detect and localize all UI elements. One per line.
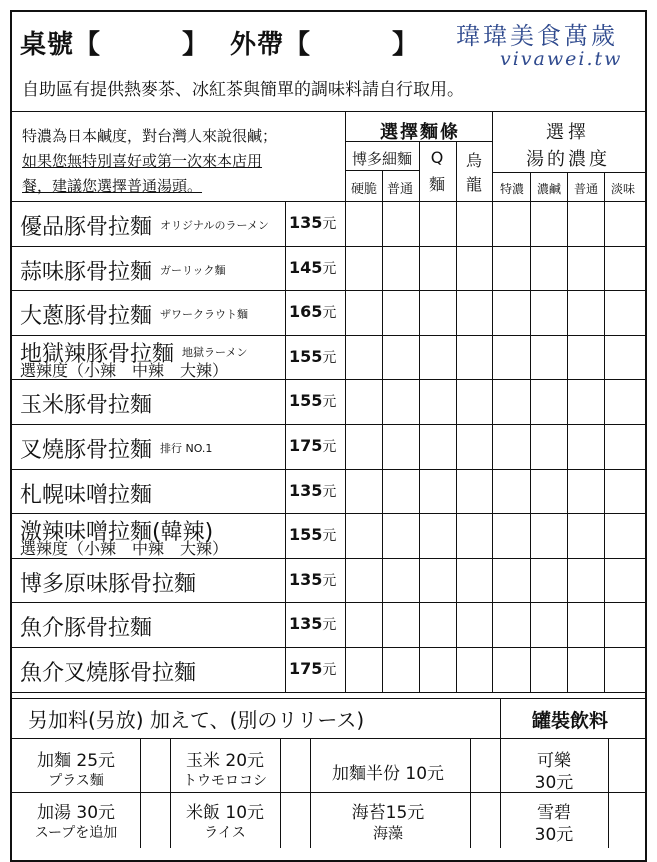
cola-price: 30元 [534,773,574,793]
menu-item-subtitle: ザワークラウト麵 [160,308,248,322]
choice-cell-udon[interactable] [456,602,492,647]
price-currency: 元 [322,528,337,545]
choice-cell-extra-rich[interactable] [492,647,530,692]
price-value: 135 [289,213,323,232]
choice-cell-q-noodle[interactable] [419,647,456,692]
extras-title: 另加料(另放) 加えて、(別のリリース) [28,708,365,732]
price-value: 145 [289,257,323,277]
price-currency: 元 [322,260,337,277]
choice-cell-light[interactable] [604,513,645,558]
price-value: 175 [289,659,323,678]
table-number-label[interactable]: 桌號【 】 [20,30,210,60]
price-currency: 元 [322,394,337,411]
corn-option[interactable]: 玉米 20元 [185,751,265,771]
price-currency: 元 [322,483,337,500]
rice-jp: ライス [204,825,246,841]
choice-cell-q-noodle[interactable] [419,602,456,647]
brand-url: vivawei.tw [500,48,623,70]
choice-cell-light[interactable] [604,335,645,380]
menu-item-name: 大蔥豚骨拉麵 [20,304,153,330]
menu-item-price [289,436,336,456]
menu-item-name: 博多原味豚骨拉麵 [20,571,197,597]
seaweed-option[interactable]: 海苔15元 [351,803,425,823]
udon-label-2: 龍 [465,175,483,194]
choice-cell-q-noodle[interactable] [419,246,456,291]
choice-cell-normal[interactable] [382,335,419,380]
choice-cell-q-noodle[interactable] [419,290,456,335]
choice-cell-normal[interactable] [382,246,419,291]
menu-item-price [289,258,336,278]
choice-cell-normal-soup[interactable] [567,558,604,603]
soup-level-normal: 普通 [573,182,599,196]
choice-cell-extra-rich[interactable] [492,513,530,558]
choice-cell-normal[interactable] [382,647,419,692]
price-value: 155 [289,391,323,411]
choice-cell-rich-salty[interactable] [530,379,567,424]
choice-cell-normal-soup[interactable] [567,290,604,335]
add-noodle-jp: プラス麵 [48,773,104,789]
choice-cell-rich-salty[interactable] [530,469,567,514]
choice-cell-light[interactable] [604,469,645,514]
choice-cell-udon[interactable] [456,469,492,514]
choice-cell-normal[interactable] [382,424,419,469]
price-value: 135 [289,480,323,500]
choice-cell-extra-rich[interactable] [492,335,530,380]
choice-cell-extra-rich[interactable] [492,558,530,603]
choice-cell-q-noodle[interactable] [419,513,456,558]
price-currency: 元 [322,662,337,678]
choice-cell-udon[interactable] [456,424,492,469]
price-value: 135 [289,614,323,634]
choice-cell-normal-soup[interactable] [567,201,604,246]
spice-level-note: 選辣度（小辣 中辣 大辣） [20,539,229,559]
choice-cell-q-noodle[interactable] [419,379,456,424]
choice-cell-hard[interactable] [345,558,382,603]
choice-cell-normal-soup[interactable] [567,602,604,647]
choice-cell-normal-soup[interactable] [567,513,604,558]
choice-cell-hard[interactable] [345,201,382,246]
choice-cell-udon[interactable] [456,201,492,246]
choice-cell-extra-rich[interactable] [492,246,530,291]
choice-cell-hard[interactable] [345,246,382,291]
choice-cell-light[interactable] [604,379,645,424]
price-value: 155 [289,525,323,545]
choice-cell-hard[interactable] [345,469,382,514]
choice-cell-q-noodle[interactable] [419,558,456,603]
choice-cell-rich-salty[interactable] [530,558,567,603]
choice-cell-extra-rich[interactable] [492,469,530,514]
choice-cell-q-noodle[interactable] [419,424,456,469]
choice-cell-rich-salty[interactable] [530,201,567,246]
choice-cell-q-noodle[interactable] [419,469,456,514]
choice-cell-hard[interactable] [345,379,382,424]
menu-item-name: 叉燒豚骨拉麵 [20,438,153,463]
choice-cell-normal-soup[interactable] [567,246,604,291]
menu-item-name: 地獄辣豚骨拉麵 [20,341,175,367]
menu-item-name: 魚介豚骨拉麵 [20,616,153,642]
choice-cell-normal[interactable] [382,379,419,424]
q-noodle-label-2: 麵 [428,175,446,194]
choice-cell-light[interactable] [604,246,645,291]
price-value: 165 [289,302,323,322]
soup-level-light: 淡味 [610,182,636,196]
choice-cell-normal-soup[interactable] [567,647,604,692]
menu-item-price [289,347,336,367]
menu-item-name: 魚介叉燒豚骨拉麵 [20,661,197,686]
choice-cell-light[interactable] [604,290,645,335]
price-currency: 元 [322,439,337,455]
choice-cell-hard[interactable] [345,602,382,647]
soup-level-extra-rich: 特濃 [499,182,525,196]
choice-cell-hard[interactable] [345,647,382,692]
choice-cell-rich-salty[interactable] [530,513,567,558]
choice-cell-udon[interactable] [456,379,492,424]
menu-item-name: 札幌味噌拉麵 [20,482,153,508]
menu-item-subtitle: 地獄ラーメン [182,345,248,359]
choice-cell-light[interactable] [604,602,645,647]
menu-item-name: 玉米豚骨拉麵 [20,393,153,419]
choice-cell-udon[interactable] [456,246,492,291]
choice-cell-normal[interactable] [382,602,419,647]
choice-cell-rich-salty[interactable] [530,335,567,380]
intro-line-2: 如果您無特別喜好或第一次來本店用 [22,152,263,170]
canned-drinks-title: 罐裝飲料 [531,710,609,732]
intro-line-1: 特濃為日本鹹度，對台灣人來說很鹹； [22,127,278,145]
choice-cell-q-noodle[interactable] [419,335,456,380]
menu-item-price [289,213,336,233]
choice-cell-udon[interactable] [456,335,492,380]
price-currency: 元 [322,216,337,232]
rice-option[interactable]: 米飯 10元 [185,803,265,823]
seaweed-jp: 海藻 [372,824,404,842]
choice-cell-hard[interactable] [345,290,382,335]
price-currency: 元 [322,349,337,366]
choice-cell-normal-soup[interactable] [567,469,604,514]
price-currency: 元 [322,617,337,634]
choice-cell-light[interactable] [604,201,645,246]
choice-cell-rich-salty[interactable] [530,424,567,469]
choice-cell-udon[interactable] [456,290,492,335]
menu-item-price [289,614,336,634]
choice-cell-normal[interactable] [382,201,419,246]
menu-item-price [289,525,336,545]
choice-cell-normal-soup[interactable] [567,379,604,424]
corn-jp: トウモロコシ [183,773,267,789]
choice-cell-rich-salty[interactable] [530,602,567,647]
choice-cell-udon[interactable] [456,558,492,603]
brand-name: 瑋瑋美食萬歲 [456,22,618,50]
cola-option[interactable]: 可樂 [537,751,571,771]
menu-item-price [289,659,336,679]
menu-item-name: 蒜味豚骨拉麵 [20,259,153,285]
price-currency: 元 [322,305,337,322]
half-noodle-option[interactable]: 加麵半份 10元 [331,764,445,784]
choice-cell-udon[interactable] [456,647,492,692]
choice-cell-extra-rich[interactable] [492,602,530,647]
menu-item-price [289,570,336,590]
price-currency: 元 [322,572,337,589]
choice-cell-normal-soup[interactable] [567,335,604,380]
add-noodle-option[interactable]: 加麵 25元 [36,751,116,771]
choice-cell-hard[interactable] [345,335,382,380]
choice-cell-extra-rich[interactable] [492,290,530,335]
choice-cell-normal-soup[interactable] [567,424,604,469]
intro-line-3: 餐，建議您選擇普通湯頭。 [22,177,203,195]
menu-item-subtitle: 排行 NO.1 [160,442,213,455]
soup-choice-title-1: 選擇 [546,122,590,143]
menu-item-price [289,481,336,501]
choice-cell-udon[interactable] [456,513,492,558]
menu-item-price [289,391,336,411]
choice-cell-normal[interactable] [382,290,419,335]
takeout-label[interactable]: 外帶【 】 [230,30,420,60]
noodle-choice-title: 選擇麵條 [380,122,460,143]
choice-cell-extra-rich[interactable] [492,201,530,246]
price-value: 175 [289,436,323,455]
choice-cell-extra-rich[interactable] [492,424,530,469]
q-noodle-label-1: Q [430,148,444,167]
choice-cell-hard[interactable] [345,424,382,469]
price-value: 155 [289,346,323,366]
choice-cell-q-noodle[interactable] [419,201,456,246]
choice-cell-rich-salty[interactable] [530,290,567,335]
choice-cell-normal[interactable] [382,513,419,558]
sprite-option[interactable]: 雪碧 [537,803,571,823]
hard-noodle-label: 硬脆 [350,182,378,197]
sprite-price: 30元 [534,825,574,845]
self-service-notice: 自助區有提供熱麥茶、冰紅茶與簡單的調味料請自行取用。 [22,80,464,100]
menu-item-name: 優品豚骨拉麵 [20,215,153,240]
add-soup-jp: スープを追加 [34,825,118,841]
soup-choice-title-2: 湯的濃度 [526,149,610,170]
soup-level-rich-salty: 濃鹹 [536,182,562,196]
price-value: 135 [289,569,323,589]
choice-cell-normal[interactable] [382,558,419,603]
choice-cell-light[interactable] [604,424,645,469]
menu-item-subtitle: オリジナルのラーメン [160,219,269,232]
udon-label-1: 烏 [465,151,483,170]
add-soup-option[interactable]: 加湯 30元 [36,803,116,823]
choice-cell-light[interactable] [604,647,645,692]
choice-cell-rich-salty[interactable] [530,647,567,692]
hakata-thin-noodle-label: 博多細麵 [351,150,413,168]
spice-level-note: 選辣度（小辣 中辣 大辣） [20,360,229,380]
choice-cell-extra-rich[interactable] [492,379,530,424]
choice-cell-light[interactable] [604,558,645,603]
choice-cell-hard[interactable] [345,513,382,558]
menu-item-subtitle: ガーリック麵 [160,263,226,277]
menu-item-price [289,302,336,322]
normal-noodle-label: 普通 [386,182,414,197]
choice-cell-normal[interactable] [382,469,419,514]
menu-item-name: 激辣味噌拉麵(韓辣) [20,520,214,546]
choice-cell-rich-salty[interactable] [530,246,567,291]
